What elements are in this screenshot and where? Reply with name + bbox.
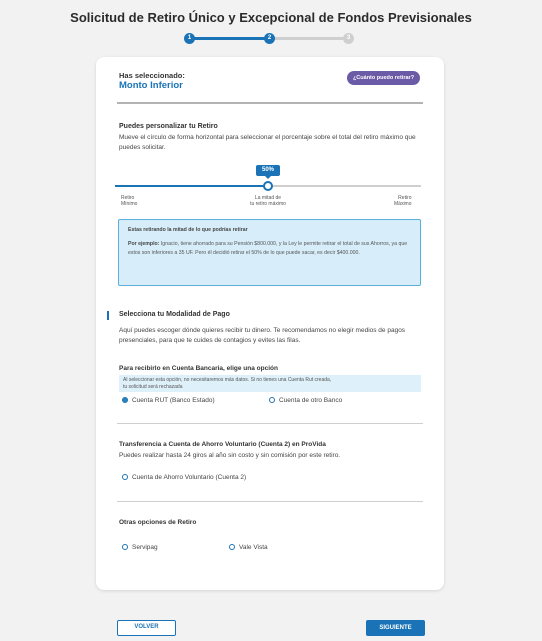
bank-notice-line2: tu solicitud será rechazada [123, 384, 183, 390]
radio-empty-icon [269, 397, 275, 403]
step-2: 2 [264, 33, 275, 44]
radio-vale-vista-label: Vale Vista [239, 544, 268, 551]
page-title: Solicitud de Retiro Único y Excepcional de Fondos Previsionales [70, 10, 472, 25]
radio-cuenta-rut[interactable] [122, 397, 215, 405]
payment-title: Selecciona tu Modalidad de Pago [119, 311, 230, 318]
how-much-button[interactable]: ¿Cuánto puedo retirar? [347, 71, 420, 85]
next-button[interactable]: SIGUIENTE [366, 620, 425, 636]
back-button[interactable]: VOLVER [117, 620, 176, 636]
slider-min-label-line2: Mínimo [121, 201, 138, 207]
radio-empty-icon [122, 544, 128, 550]
slider-value-badge: 50% [256, 165, 280, 176]
radio-servipag-label: Servipag [132, 544, 158, 551]
bank-notice [119, 375, 421, 392]
slider-mid-label-line2: tu retiro máximo [250, 201, 286, 207]
provida-description: Puedes realizar hasta 24 giros al año sin costo y sin comisión por este retiro. [119, 452, 341, 459]
selection-label: Has seleccionado: [119, 71, 185, 80]
info-title: Estas retirando la mitad de lo que podrías retirar [128, 227, 248, 233]
slider-min-label-line1: Retiro [121, 195, 135, 201]
info-box [118, 219, 421, 286]
progress-stepper [184, 33, 354, 45]
bank-notice-line1: Al seleccionar esta opción, no necesitaremos más datos. Si no tienes una Cuenta Rut creada, [123, 377, 332, 383]
personalize-description: Mueve el círculo de forma horizontal para seleccionar el porcentaje sobre el total del retiro máximo que puedes solicitar. [119, 134, 416, 151]
radio-empty-icon [229, 544, 235, 550]
stepper-line-completed [190, 37, 270, 40]
slider-track-filled[interactable] [115, 185, 268, 187]
radio-empty-icon [122, 474, 128, 480]
step-3: 3 [343, 33, 354, 44]
radio-selected-icon [122, 397, 128, 403]
provida-title: Transferencia a Cuenta de Ahorro Voluntario (Cuenta 2) en ProVida [119, 441, 326, 448]
slider-mid-label [243, 195, 293, 207]
stepper-line-pending [270, 37, 348, 40]
info-example [128, 240, 411, 257]
slider-thumb[interactable] [263, 181, 273, 191]
info-example-prefix: Por ejemplo: [128, 241, 160, 247]
selection-value: Monto Inferior [119, 80, 183, 91]
personalize-title: Puedes personalizar tu Retiro [119, 123, 218, 130]
bank-title: Para recibirlo en Cuenta Bancaria, elige una opción [119, 365, 278, 372]
slider-max-label-line2: Máximo [394, 201, 412, 207]
divider [117, 501, 423, 502]
slider-max-label-line1: Retiro [398, 195, 412, 201]
slider-min-label [121, 195, 137, 207]
slider-mid-label-line1: La mitad de [254, 195, 282, 201]
info-example-text: Ignacio, tiene ahorrado para su Pensión $800.000, y la Ley le permite retirar el total de sus Ahorros, ya que estos son inferiores a 35 UF. Pero él decidió retirar el 50% de lo que puede sacar, es decir $400.000. [128, 241, 408, 256]
step-1: 1 [184, 33, 195, 44]
divider [117, 102, 423, 104]
radio-cuenta-otro-banco[interactable] [269, 397, 342, 405]
radio-cuenta-2-label: Cuenta de Ahorro Voluntario (Cuenta 2) [132, 474, 247, 481]
other-options-title: Otras opciones de Retiro [119, 519, 197, 526]
divider [117, 423, 423, 424]
slider-track-empty[interactable] [268, 185, 421, 187]
radio-cuenta-2[interactable] [122, 474, 246, 482]
radio-servipag[interactable] [122, 544, 158, 552]
slider-max-label [394, 195, 412, 207]
withdrawal-card [96, 57, 444, 590]
payment-description: Aquí puedes escoger dónde quieres recibir tu dinero. Te recomendamos no elegir medios de pagos presenciales, para que te cuides de contagios y evites las filas. [119, 327, 406, 344]
radio-vale-vista[interactable] [229, 544, 268, 552]
radio-cuenta-otro-banco-label: Cuenta de otro Banco [279, 397, 343, 404]
radio-cuenta-rut-label: Cuenta RUT (Banco Estado) [132, 397, 215, 404]
section-accent-bar [107, 311, 109, 320]
